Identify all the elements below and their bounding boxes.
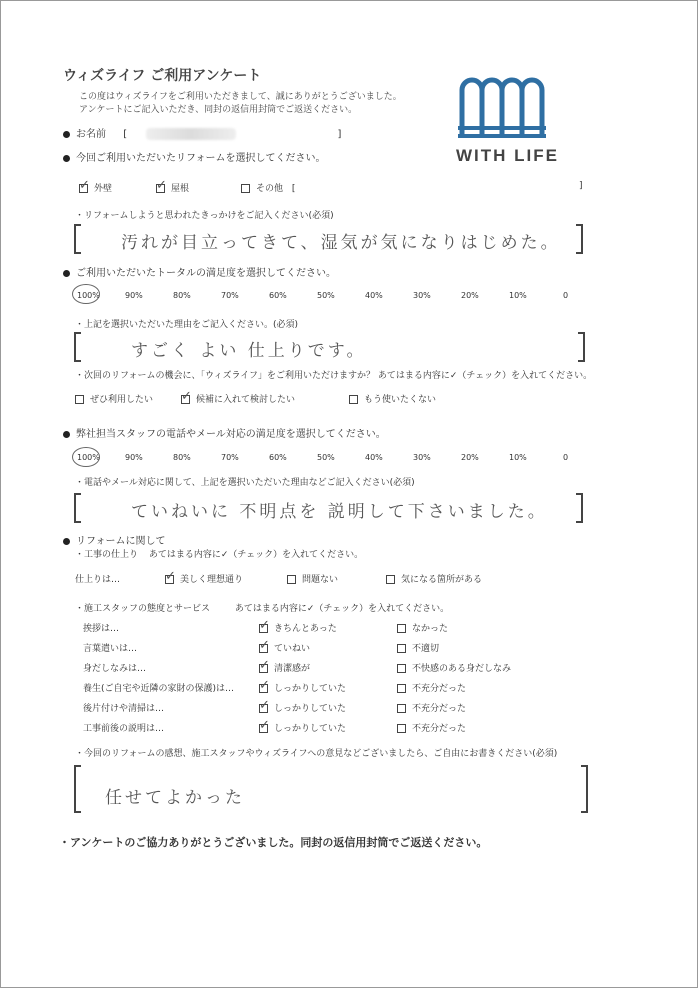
q1-option-label: その他 xyxy=(256,184,284,194)
check-mark-icon: ✓ xyxy=(165,569,176,584)
q4-scale-70[interactable]: 70% xyxy=(221,453,239,462)
name-row xyxy=(63,125,341,140)
check-mark-icon: ✓ xyxy=(259,678,270,693)
staff-option-label: ていねい xyxy=(274,644,311,654)
staff-option-label: 不適切 xyxy=(412,644,440,654)
finish-option-label: 気になる箇所がある xyxy=(401,575,483,585)
q6-answer[interactable]: 任せてよかった xyxy=(105,788,245,808)
finish-option-concern[interactable] xyxy=(386,572,482,585)
check-mark-icon: ✓ xyxy=(259,638,270,653)
bullet-icon xyxy=(63,131,70,138)
staff-option-label: 不快感のある身だしなみ xyxy=(412,664,512,674)
q3-option-label: 候補に入れて検討したい xyxy=(196,395,296,405)
q4-reason-answer[interactable]: ていねいに 不明点を 説明して下さいました。 xyxy=(131,502,548,522)
staff-row-bad[interactable] xyxy=(397,621,448,634)
checkbox[interactable] xyxy=(79,178,90,193)
q1-option-other[interactable] xyxy=(241,181,295,194)
q4-label-text: 弊社担当スタッフの電話やメール対応の満足度を選択してください。 xyxy=(76,429,386,440)
q1-reason-answer[interactable]: 汚れが目立ってきて、湿気が気になりはじめた。 xyxy=(121,233,561,253)
q1-label-text: 今回ご利用いただいたリフォームを選択してください。 xyxy=(76,153,326,164)
check-mark-icon: ✓ xyxy=(156,178,167,193)
q4-scale-60[interactable]: 60% xyxy=(269,453,287,462)
q4-scale-20[interactable]: 20% xyxy=(461,453,479,462)
other-bracket-open: [ xyxy=(291,184,296,194)
bullet-icon xyxy=(63,538,70,545)
checkbox[interactable] xyxy=(259,678,270,693)
checkbox[interactable] xyxy=(397,704,406,713)
answer-bracket-left xyxy=(74,765,81,813)
staff-row-good[interactable] xyxy=(259,698,347,714)
q2-scale-30[interactable]: 30% xyxy=(413,291,431,300)
check-mark-icon: ✓ xyxy=(259,658,270,673)
staff-row-label: 言葉遣いは… xyxy=(83,644,138,654)
q1-option-label: 屋根 xyxy=(171,184,190,194)
staff-row-bad[interactable] xyxy=(397,641,439,654)
q2-scale-20[interactable]: 20% xyxy=(461,291,479,300)
answer-bracket-right xyxy=(576,493,583,523)
staff-row-label: 工事前後の説明は… xyxy=(83,724,165,734)
q6-label: ・今回のリフォームの感想、施工スタッフやウィズライフへの意見などございましたら、ご自由にお書きください(必須) xyxy=(75,749,558,759)
staff-option-label: 不充分だった xyxy=(412,724,467,734)
staff-option-label: しっかりしていた xyxy=(274,704,347,714)
staff-option-label: なかった xyxy=(412,624,449,634)
q5-label-text: リフォームに関して xyxy=(76,536,166,547)
q2-scale-0[interactable]: 0 xyxy=(563,291,569,300)
answer-bracket-left xyxy=(74,493,81,523)
staff-option-label: きちんとあった xyxy=(274,624,337,634)
staff-row-good[interactable] xyxy=(259,678,347,694)
checkbox[interactable] xyxy=(386,575,395,584)
staff-row-bad[interactable] xyxy=(397,721,466,734)
staff-row-label: 後片付けや清掃は… xyxy=(83,704,165,714)
answer-bracket-right xyxy=(578,332,585,362)
checkbox[interactable] xyxy=(259,658,270,673)
staff-label-text: ・施工スタッフの態度とサービス xyxy=(75,604,211,614)
q3-option-no[interactable] xyxy=(349,392,436,405)
q3-option-label: もう使いたくない xyxy=(364,395,437,405)
q1-reason-label: ・リフォームしようと思われたきっかけをご記入ください(必須) xyxy=(75,211,334,221)
q4-scale-80[interactable]: 80% xyxy=(173,453,191,462)
staff-row-bad[interactable] xyxy=(397,681,466,694)
staff-option-label: しっかりしていた xyxy=(274,724,347,734)
checkbox[interactable] xyxy=(397,664,406,673)
intro-line-2: アンケートにご記入いただき、同封の返信用封筒でご返送ください。 xyxy=(79,105,358,115)
checkbox[interactable] xyxy=(397,724,406,733)
finish-option-label: 問題ない xyxy=(302,575,339,585)
check-mark-icon: ✓ xyxy=(259,698,270,713)
staff-row-bad[interactable] xyxy=(397,661,511,674)
q3-option-definitely[interactable] xyxy=(75,392,153,405)
staff-option-label: しっかりしていた xyxy=(274,684,347,694)
name-bracket-close: ] xyxy=(337,129,342,140)
staff-option-label: 清潔感が xyxy=(274,664,311,674)
checkbox[interactable] xyxy=(75,395,84,404)
redacted-name xyxy=(146,128,236,140)
q4-scale-0[interactable]: 0 xyxy=(563,453,569,462)
intro-line-1: この度はウィズライフをご利用いただきまして、誠にありがとうございました。 xyxy=(79,92,402,102)
bullet-icon xyxy=(63,270,70,277)
staff-row-good[interactable] xyxy=(259,718,347,734)
q4-scale-40[interactable]: 40% xyxy=(365,453,383,462)
staff-row-label: 養生(ご自宅や近隣の家財の保護)は… xyxy=(83,684,235,694)
q2-scale-70[interactable]: 70% xyxy=(221,291,239,300)
finish-prefix: 仕上りは… xyxy=(75,575,121,585)
q2-scale-80[interactable]: 80% xyxy=(173,291,191,300)
q4-reason-label: ・電話やメール対応に関して、上記を選択いただいた理由などご記入ください(必須) xyxy=(75,478,415,488)
answer-bracket-left xyxy=(74,332,81,362)
answer-bracket-right xyxy=(581,765,588,813)
other-bracket-close: ] xyxy=(579,181,583,191)
footer-thanks: ・アンケートのご協力ありがとうございました。同封の返信用封筒でご返送ください。 xyxy=(59,836,488,849)
q1-option-exterior[interactable] xyxy=(79,178,113,194)
staff-row-label: 身だしなみは… xyxy=(83,664,147,674)
logo-text: WITH LIFE xyxy=(456,146,559,165)
checkbox[interactable] xyxy=(259,618,270,633)
staff-hint: あてはまる内容に✓（チェック）を入れてください。 xyxy=(234,604,450,614)
checkbox[interactable] xyxy=(241,184,250,193)
q3-option-consider[interactable] xyxy=(181,389,296,405)
q4-scale-100[interactable]: 100% xyxy=(77,453,100,462)
finish-option-ok[interactable] xyxy=(287,572,338,585)
check-mark-icon: ✓ xyxy=(79,178,90,193)
staff-row-good[interactable] xyxy=(259,658,311,674)
staff-option-label: 不充分だった xyxy=(412,704,467,714)
q2-scale-10[interactable]: 10% xyxy=(509,291,527,300)
q4-scale-50[interactable]: 50% xyxy=(317,453,335,462)
finish-option-label: 美しく理想通り xyxy=(180,575,244,585)
checkbox[interactable] xyxy=(259,638,270,653)
bullet-icon xyxy=(63,155,70,162)
q4-scale-10[interactable]: 10% xyxy=(509,453,527,462)
staff-row-label: 挨拶は… xyxy=(83,624,120,634)
checkbox[interactable] xyxy=(156,178,167,193)
checkbox[interactable] xyxy=(287,575,296,584)
q5-staff-label xyxy=(75,601,449,614)
staff-row-good[interactable] xyxy=(259,638,311,654)
q5-label xyxy=(63,532,166,547)
checkbox[interactable] xyxy=(259,698,270,713)
q1-option-label: 外壁 xyxy=(94,184,113,194)
finish-hint: あてはまる内容に✓（チェック）を入れてください。 xyxy=(148,550,364,560)
q2-scale-60[interactable]: 60% xyxy=(269,291,287,300)
check-mark-icon: ✓ xyxy=(181,389,192,404)
q2-label-text: ご利用いただいたトータルの満足度を選択してください。 xyxy=(76,268,336,279)
checkbox[interactable] xyxy=(397,644,406,653)
checkbox[interactable] xyxy=(397,684,406,693)
with-life-logo xyxy=(456,76,576,171)
q5-finish-label xyxy=(75,547,363,560)
staff-row-bad[interactable] xyxy=(397,701,466,714)
checkbox[interactable] xyxy=(165,569,176,584)
q2-scale-40[interactable]: 40% xyxy=(365,291,383,300)
q3-option-label: ぜひ利用したい xyxy=(90,395,154,405)
staff-option-label: 不充分だった xyxy=(412,684,467,694)
q2-label xyxy=(63,264,336,279)
bullet-icon xyxy=(63,431,70,438)
answer-bracket-right xyxy=(576,224,583,254)
checkbox[interactable] xyxy=(349,395,358,404)
finish-option-beautiful[interactable] xyxy=(165,569,244,585)
name-label: お名前 xyxy=(76,129,106,140)
q1-option-roof[interactable] xyxy=(156,178,190,194)
q2-scale-100[interactable]: 100% xyxy=(77,291,100,300)
name-bracket-open: [ xyxy=(123,129,128,140)
q2-scale-50[interactable]: 50% xyxy=(317,291,335,300)
staff-row-good[interactable] xyxy=(259,618,337,634)
q2-reason-label: ・上記を選択いただいた理由をご記入ください。(必須) xyxy=(75,320,299,330)
check-mark-icon: ✓ xyxy=(259,618,270,633)
answer-bracket-left xyxy=(74,224,81,254)
check-mark-icon: ✓ xyxy=(259,718,270,733)
q4-scale-90[interactable]: 90% xyxy=(125,453,143,462)
q4-scale-30[interactable]: 30% xyxy=(413,453,431,462)
logo-mark-icon xyxy=(458,76,548,142)
finish-label-text: ・工事の仕上り xyxy=(75,550,139,560)
checkbox[interactable] xyxy=(259,718,270,733)
q2-scale-90[interactable]: 90% xyxy=(125,291,143,300)
survey-title: ウィズライフ ご利用アンケート xyxy=(63,68,262,84)
q2-reason-answer[interactable]: すごく よい 仕上りです。 xyxy=(131,341,367,361)
checkbox[interactable] xyxy=(181,389,192,404)
q3-label: ・次回のリフォームの機会に、「ウィズライフ」をご利用いただけますか？ あてはまる内容に✓（チェック）を入れてください。 xyxy=(75,371,593,381)
checkbox[interactable] xyxy=(397,624,406,633)
q4-label xyxy=(63,425,386,440)
q1-label xyxy=(63,149,326,164)
